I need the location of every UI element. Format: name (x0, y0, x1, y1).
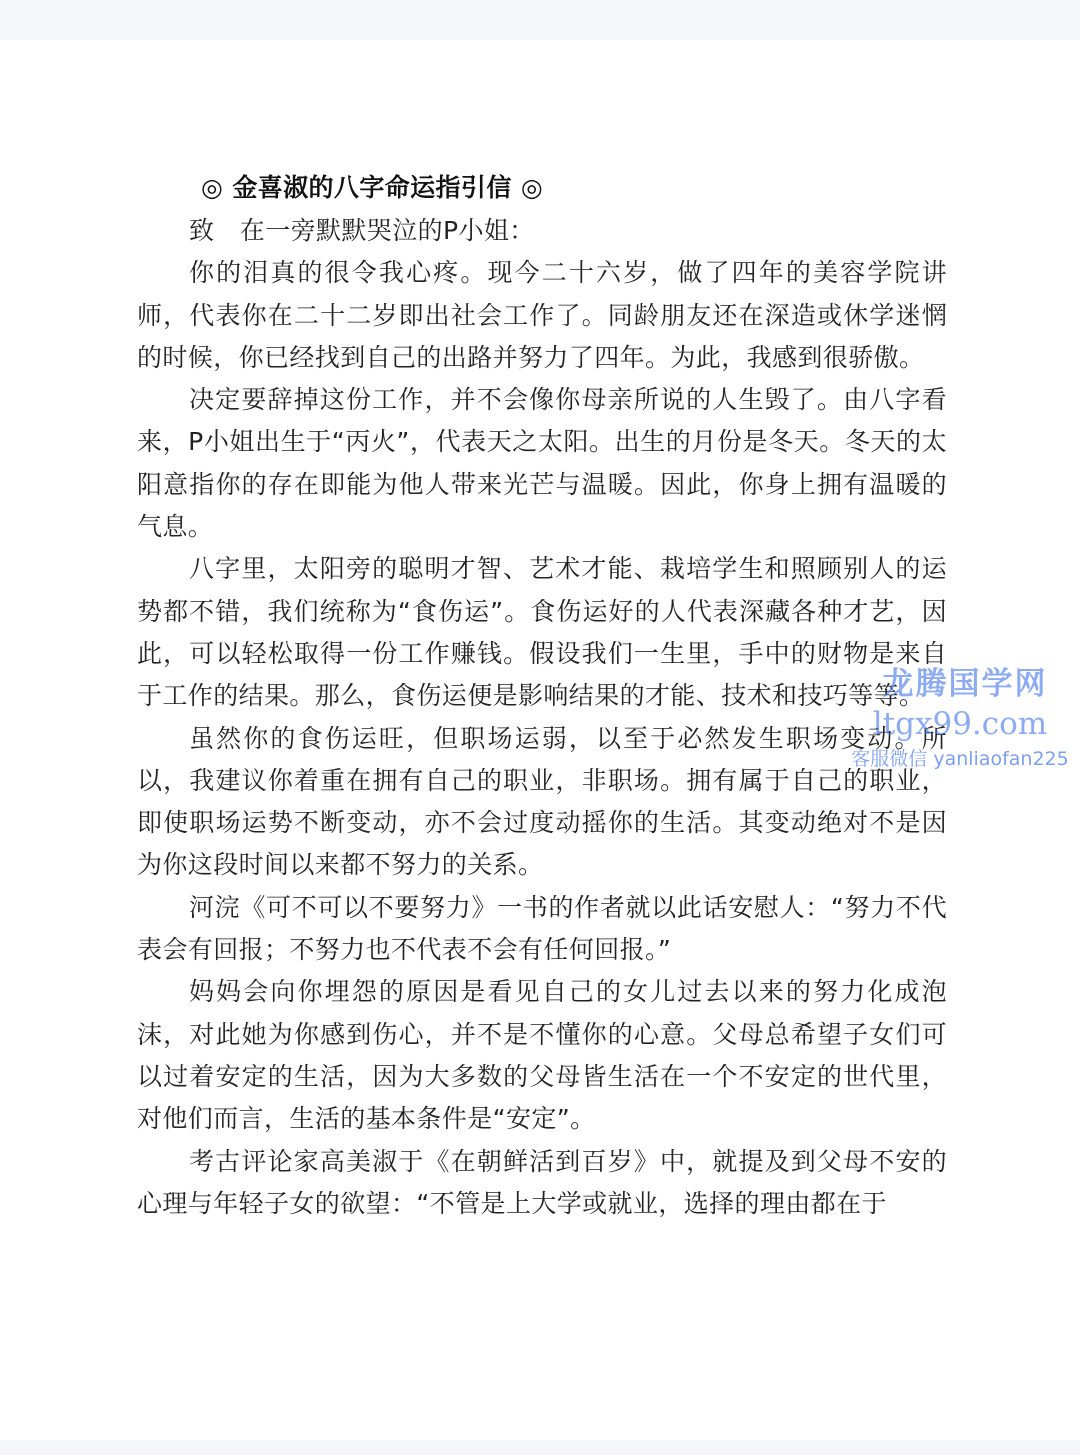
top-margin-band (0, 0, 1080, 40)
letter-salutation: 致 在一旁默默哭泣的P小姐： (189, 216, 535, 245)
paragraph-6: 妈妈会向你埋怨的原因是看见自己的女儿过去以来的努力化成泡沫，对此她为你感到伤心，并不是不懂你的心意。父母总希望子女们可以过着安定的生活，因为大多数的父母皆生活在一个不安定的世代里，对他们而言，生活的基本条件是“安定”。 (137, 977, 947, 1134)
paragraph-4: 虽然你的食伤运旺，但职场运弱，以至于必然发生职场变动。所以，我建议你着重在拥有自己的职业，非职场。拥有属于自己的职业，即使职场运势不断变动，亦不会过度动摇你的生活。其变动绝对不是因为你这段时间以来都不努力的关系。 (137, 723, 947, 880)
letter-title: ◎ 金喜淑的八字命运指引信 ◎ (201, 173, 544, 202)
watermark-url: ltgx99.com (872, 706, 1048, 742)
watermark-site-name: 龙腾国学网 (882, 666, 1048, 702)
watermark-contact: 客服微信 yanliaofan225 (851, 748, 1069, 770)
paragraph-3: 八字里，太阳旁的聪明才智、艺术才能、栽培学生和照顾别人的运势都不错，我们统称为“食伤运”。食伤运好的人代表深藏各种才艺，因此，可以轻松取得一份工作赚钱。假设我们一生里，手中的财物是来自于工作的结果。那么，食伤运便是影响结果的才能、技术和技巧等等。 (137, 554, 947, 711)
paragraph-2: 决定要辞掉这份工作，并不会像你母亲所说的人生毁了。由八字看来，P小姐出生于“丙火”，代表天之太阳。出生的月份是冬天。冬天的太阳意指你的存在即能为他人带来光芒与温暖。因此，你身上拥有温暖的气息。 (137, 385, 947, 542)
letter-page (137, 166, 947, 1225)
paragraph-1: 你的泪真的很令我心疼。现今二十六岁，做了四年的美容学院讲师，代表你在二十二岁即出社会工作了。同龄朋友还在深造或休学迷惘的时候，你已经找到自己的出路并努力了四年。为此，我感到很骄傲。 (137, 258, 947, 372)
bottom-margin-band (0, 1440, 1080, 1455)
paragraph-5: 河浣《可不可以不要努力》一书的作者就以此话安慰人：“努力不代表会有回报；不努力也不代表不会有任何回报。” (137, 892, 947, 965)
paragraph-7: 考古评论家高美淑于《在朝鲜活到百岁》中，就提及到父母不安的心理与年轻子女的欲望：“不管是上大学或就业，选择的理由都在于 (137, 1146, 947, 1218)
